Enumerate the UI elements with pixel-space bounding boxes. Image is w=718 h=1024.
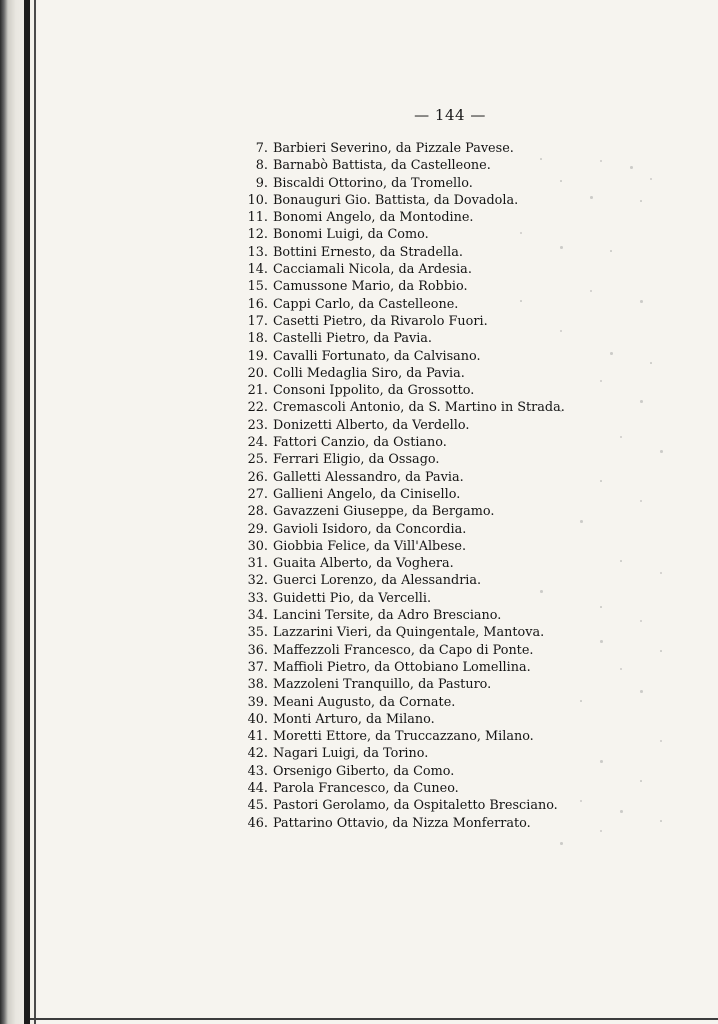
entry-text: Bonomi Angelo, da Montodine. — [273, 210, 474, 226]
entry-text: Giobbia Felice, da Vill'Albese. — [273, 538, 467, 554]
list-item — [238, 538, 658, 555]
name-list — [238, 140, 658, 832]
entry-text: Consoni Ippolito, da Grossotto. — [273, 383, 475, 399]
speckle-mark — [600, 606, 602, 608]
list-item — [238, 503, 658, 520]
entry-text: Maffezzoli Francesco, da Capo di Ponte. — [273, 642, 534, 658]
entry-text: Galletti Alessandro, da Pavia. — [273, 469, 464, 485]
entry-number: 36. — [247, 642, 268, 658]
speckle-mark — [540, 590, 543, 593]
entry-number: 31. — [247, 556, 268, 572]
list-item — [238, 797, 658, 814]
entry-number: 19. — [247, 348, 268, 364]
speckle-mark — [590, 196, 593, 199]
speckle-mark — [640, 300, 643, 303]
speckle-mark — [540, 158, 542, 160]
speckle-mark — [660, 450, 663, 453]
entry-text: Fattori Canzio, da Ostiano. — [273, 435, 447, 451]
list-item — [238, 624, 658, 641]
entry-number: 43. — [247, 763, 268, 779]
list-item — [238, 572, 658, 589]
entry-text: Moretti Ettore, da Truccazzano, Milano. — [273, 729, 534, 745]
entry-number: 17. — [247, 313, 268, 329]
list-item — [238, 296, 658, 313]
list-item — [238, 157, 658, 174]
list-item — [238, 607, 658, 624]
list-item — [238, 780, 658, 797]
entry-text: Gallieni Angelo, da Cinisello. — [273, 486, 461, 502]
entry-number: 16. — [247, 296, 268, 312]
entry-number: 11. — [247, 210, 268, 226]
list-item — [238, 676, 658, 693]
entry-number: 10. — [247, 192, 268, 208]
entry-number: 45. — [247, 798, 268, 814]
entry-number: 29. — [247, 521, 268, 537]
list-item — [238, 348, 658, 365]
speckle-mark — [640, 690, 643, 693]
speckle-mark — [560, 842, 563, 845]
entry-number: 35. — [247, 625, 268, 641]
list-item — [238, 313, 658, 330]
list-item — [238, 815, 658, 832]
list-item — [238, 244, 658, 261]
entry-text: Donizetti Alberto, da Verdello. — [273, 417, 470, 433]
entry-text: Guerci Lorenzo, da Alessandria. — [273, 573, 482, 589]
list-item — [238, 365, 658, 382]
list-item — [238, 469, 658, 486]
speckle-mark — [640, 400, 643, 403]
entry-text: Camussone Mario, da Robbio. — [273, 279, 468, 295]
speckle-mark — [600, 480, 602, 482]
entry-number: 24. — [247, 435, 268, 451]
entry-number: 32. — [247, 573, 268, 589]
entry-number: 14. — [247, 262, 268, 278]
spine-shadow-line — [24, 0, 30, 1024]
entry-text: Meani Augusto, da Cornate. — [273, 694, 456, 710]
list-item — [238, 711, 658, 728]
entry-number: 7. — [255, 141, 268, 156]
speckle-mark — [620, 560, 622, 562]
speckle-mark — [520, 300, 522, 302]
list-item — [238, 209, 658, 226]
entry-text: Pattarino Ottavio, da Nizza Monferrato. — [273, 815, 531, 831]
list-item — [238, 261, 658, 278]
page-bottom-edge — [30, 1018, 718, 1020]
entry-text: Barbieri Severino, da Pizzale Pavese. — [273, 141, 514, 156]
speckle-mark — [580, 700, 582, 702]
list-item — [238, 694, 658, 711]
list-item — [238, 555, 658, 572]
list-item — [238, 451, 658, 468]
list-item — [238, 434, 658, 451]
list-item — [238, 382, 658, 399]
entry-text: Lazzarini Vieri, da Quingentale, Mantova. — [273, 625, 545, 641]
list-item — [238, 728, 658, 745]
speckle-mark — [640, 200, 642, 202]
entry-number: 39. — [247, 694, 268, 710]
entry-number: 27. — [247, 486, 268, 502]
entry-number: 42. — [247, 746, 268, 762]
entry-number: 20. — [247, 365, 268, 381]
entry-text: Bonauguri Gio. Battista, da Dovadola. — [273, 192, 519, 208]
entry-text: Cavalli Fortunato, da Calvisano. — [273, 348, 481, 364]
list-item — [238, 226, 658, 243]
entry-number: 23. — [247, 417, 268, 433]
entry-number: 12. — [247, 227, 268, 243]
entry-text: Guaita Alberto, da Voghera. — [273, 556, 454, 572]
entry-text: Barnabò Battista, da Castelleone. — [273, 158, 491, 174]
entry-number: 26. — [247, 469, 268, 485]
entry-text: Guidetti Pio, da Vercelli. — [273, 590, 432, 606]
speckle-mark — [660, 650, 662, 652]
list-item — [238, 330, 658, 347]
entry-text: Casetti Pietro, da Rivarolo Fuori. — [273, 313, 488, 329]
entry-text: Cacciamali Nicola, da Ardesia. — [273, 262, 472, 278]
entry-number: 44. — [247, 780, 268, 796]
speckle-mark — [660, 820, 662, 822]
speckle-mark — [610, 352, 613, 355]
entry-text: Nagari Luigi, da Torino. — [273, 746, 429, 762]
speckle-mark — [660, 572, 662, 574]
speckle-mark — [610, 250, 612, 252]
entry-number: 22. — [247, 400, 268, 416]
entry-text: Gavazzeni Giuseppe, da Bergamo. — [273, 504, 495, 520]
entry-number: 9. — [255, 175, 268, 191]
entry-number: 41. — [247, 729, 268, 745]
entry-text: Lancini Tersite, da Adro Bresciano. — [273, 608, 502, 624]
list-item — [238, 175, 658, 192]
entry-text: Cappi Carlo, da Castelleone. — [273, 296, 459, 312]
list-item — [238, 278, 658, 295]
entry-number: 25. — [247, 452, 268, 468]
spine-edge-line — [34, 0, 36, 1024]
entry-text: Monti Arturo, da Milano. — [273, 711, 435, 727]
speckle-mark — [560, 410, 562, 412]
entry-number: 46. — [247, 815, 268, 831]
speckle-mark — [640, 780, 642, 782]
entry-number: 13. — [247, 244, 268, 260]
entry-text: Ferrari Eligio, da Ossago. — [273, 452, 440, 468]
list-item — [238, 486, 658, 503]
list-item — [238, 763, 658, 780]
entry-text: Maffioli Pietro, da Ottobiano Lomellina. — [273, 659, 531, 675]
entry-text: Pastori Gerolamo, da Ospitaletto Bresciano. — [273, 798, 558, 814]
speckle-mark — [660, 740, 662, 742]
list-item — [238, 399, 658, 416]
entry-text: Castelli Pietro, da Pavia. — [273, 331, 432, 347]
speckle-mark — [620, 810, 623, 813]
entry-text: Colli Medaglia Siro, da Pavia. — [273, 365, 465, 381]
entry-number: 18. — [247, 331, 268, 347]
entry-number: 15. — [247, 279, 268, 295]
speckle-mark — [560, 246, 563, 249]
entry-number: 28. — [247, 504, 268, 520]
list-item — [238, 521, 658, 538]
page-number: — 144 — — [414, 106, 486, 124]
entry-number: 38. — [247, 677, 268, 693]
list-item — [238, 745, 658, 762]
list-item — [238, 659, 658, 676]
list-item — [238, 590, 658, 607]
entry-text: Parola Francesco, da Cuneo. — [273, 780, 459, 796]
entry-number: 8. — [255, 158, 268, 174]
list-item — [238, 642, 658, 659]
entry-number: 34. — [247, 608, 268, 624]
speckle-mark — [580, 520, 583, 523]
speckle-mark — [560, 180, 562, 182]
entry-text: Cremascoli Antonio, da S. Martino in Strada. — [273, 400, 565, 416]
speckle-mark — [630, 166, 633, 169]
entry-number: 33. — [247, 590, 268, 606]
list-item — [238, 192, 658, 209]
entry-number: 21. — [247, 383, 268, 399]
speckle-mark — [650, 362, 652, 364]
entry-text: Bonomi Luigi, da Como. — [273, 227, 429, 243]
entry-text: Gavioli Isidoro, da Concordia. — [273, 521, 467, 537]
entry-number: 40. — [247, 711, 268, 727]
entry-text: Mazzoleni Tranquillo, da Pasturo. — [273, 677, 492, 693]
entry-number: 30. — [247, 538, 268, 554]
speckle-mark — [600, 640, 603, 643]
entry-text: Biscaldi Ottorino, da Tromello. — [273, 175, 473, 191]
entry-number: 37. — [247, 659, 268, 675]
list-item — [238, 417, 658, 434]
list-item — [238, 140, 658, 157]
entry-text: Bottini Ernesto, da Stradella. — [273, 244, 463, 260]
entry-text: Orsenigo Giberto, da Como. — [273, 763, 455, 779]
speckle-mark — [600, 760, 603, 763]
